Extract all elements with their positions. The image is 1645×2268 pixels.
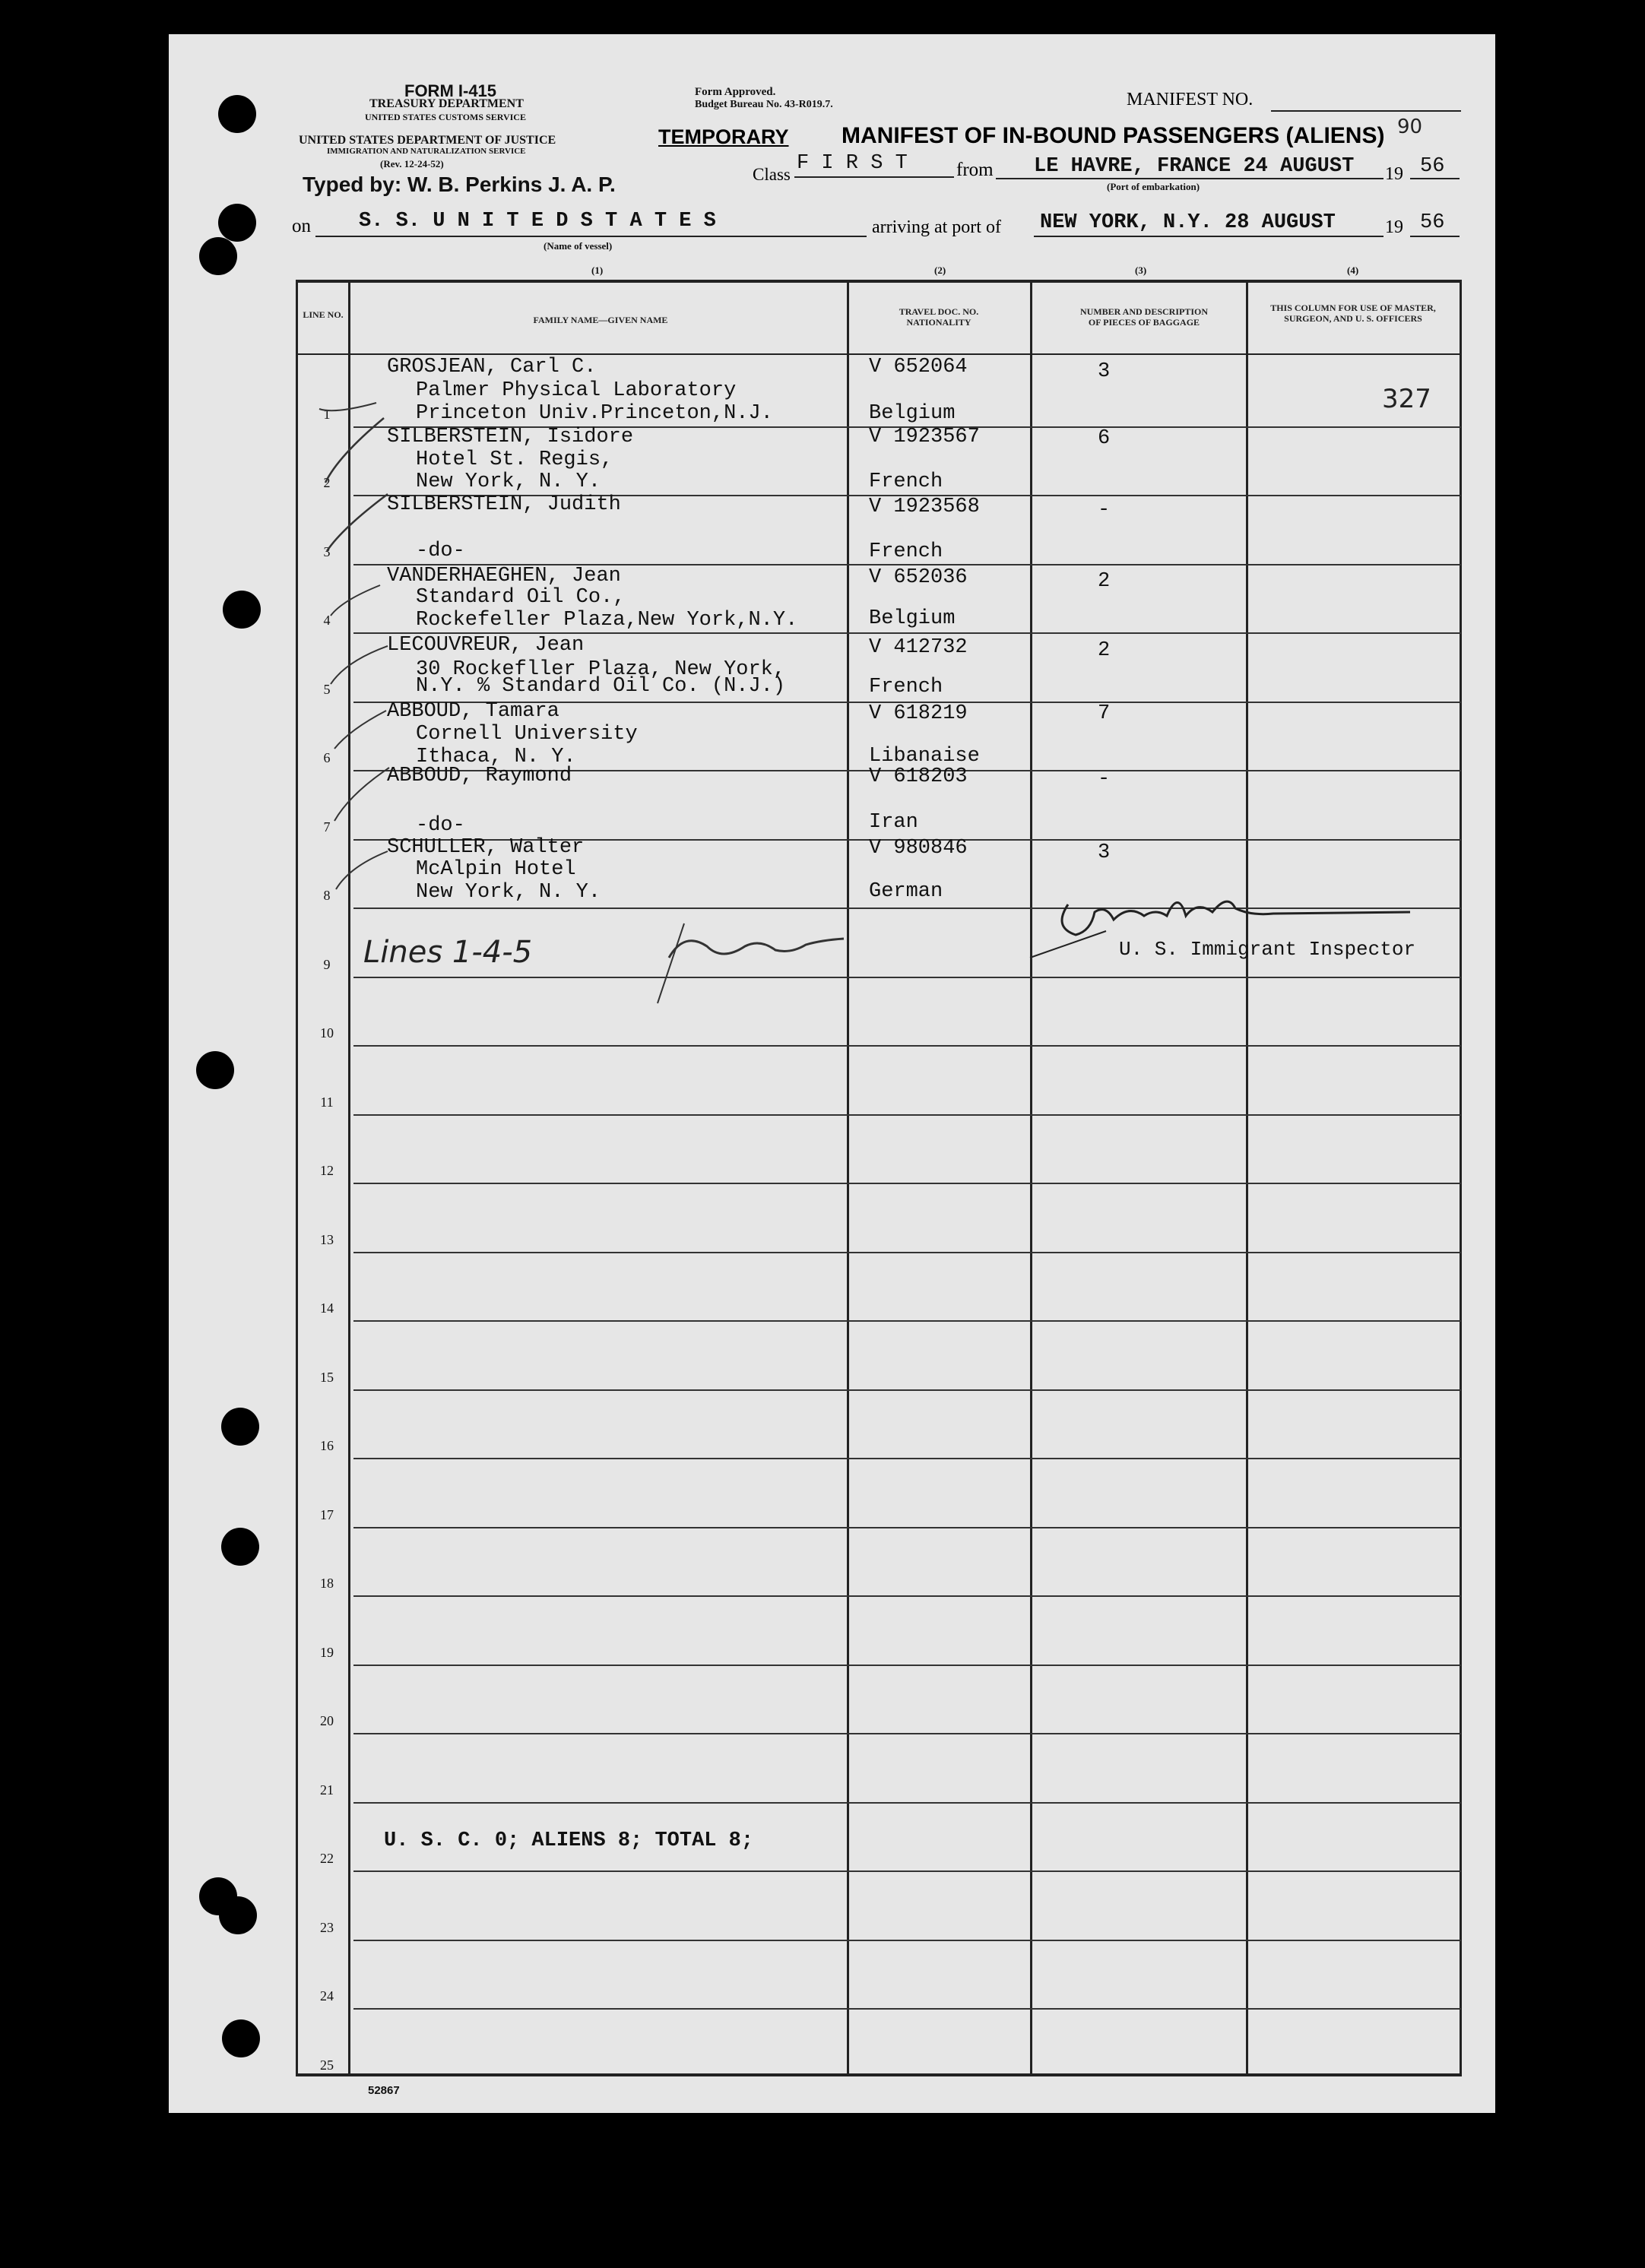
row-number: 5 <box>323 682 331 697</box>
passenger-address: Standard Oil Co., <box>416 586 626 609</box>
table-right-border <box>1460 280 1462 2076</box>
manifest-page <box>169 34 1495 2113</box>
vessel-underline <box>315 236 867 237</box>
row-number: 23 <box>320 1920 334 1935</box>
treasury-dept: TREASURY DEPARTMENT <box>369 97 524 110</box>
passenger-name: SCHULLER, Walter <box>387 836 585 859</box>
manifest-number: 90 <box>1397 116 1423 138</box>
row-number: 6 <box>323 750 331 765</box>
travel-doc: V 412732 <box>869 636 968 659</box>
row-number: 15 <box>320 1370 334 1385</box>
row-line <box>353 2008 1461 2010</box>
row-line <box>353 1870 1461 1872</box>
row-number: 24 <box>320 1988 334 2004</box>
passenger-address: Princeton Univ.Princeton,N.J. <box>416 402 773 425</box>
manifest-no-underline <box>1271 110 1461 112</box>
row-number: 4 <box>323 613 331 628</box>
row-number: 25 <box>320 2057 334 2073</box>
passenger-address: Cornell University <box>416 723 638 746</box>
form-number: FORM I-415 <box>404 81 497 100</box>
passenger-address: Rockefeller Plaza,New York,N.Y. <box>416 609 798 632</box>
vessel-name: S. S. U N I T E D S T A T E S <box>359 210 716 233</box>
row-line <box>353 1595 1461 1597</box>
row-line <box>353 1527 1461 1528</box>
officer-note: 327 <box>1382 384 1431 414</box>
punch-hole <box>219 1896 257 1934</box>
passenger-name: SILBERSTEIN, Judith <box>387 493 621 516</box>
row-line <box>353 977 1461 978</box>
class-value: F I R S T <box>797 152 908 175</box>
vessel-label: (Name of vessel) <box>544 240 613 252</box>
passenger-address: McAlpin Hotel <box>416 858 576 881</box>
table-top-border <box>296 280 1461 283</box>
punch-hole <box>199 237 237 275</box>
row-line <box>353 1252 1461 1253</box>
row-line <box>353 1802 1461 1804</box>
row-line <box>353 1389 1461 1391</box>
table-bottom-border <box>296 2073 1461 2076</box>
line-no-header: LINE NO. <box>303 309 344 320</box>
from-year-underline <box>1410 178 1460 179</box>
manifest-title: MANIFEST OF IN-BOUND PASSENGERS (ALIENS) <box>842 123 1385 148</box>
passenger-name: VANDERHAEGHEN, Jean <box>387 565 621 588</box>
passenger-address: -do- <box>416 814 465 837</box>
row-line <box>353 1940 1461 1941</box>
check-marks <box>304 395 395 912</box>
row-line <box>353 1458 1461 1459</box>
row-number: 16 <box>320 1438 334 1453</box>
row-number: 18 <box>320 1576 334 1591</box>
row-number: 9 <box>323 957 331 972</box>
baggage-header: NUMBER AND DESCRIPTION OF PIECES OF BAGGAGE <box>1079 306 1209 328</box>
col1-number: (1) <box>591 264 604 276</box>
punch-hole <box>223 591 261 629</box>
nationality: Belgium <box>869 607 956 630</box>
punch-hole <box>222 2019 260 2057</box>
row-number: 21 <box>320 1782 334 1798</box>
punch-hole <box>218 95 256 133</box>
punch-hole <box>221 1408 259 1446</box>
baggage-count: 7 <box>1098 702 1111 725</box>
from-value: LE HAVRE, FRANCE 24 AUGUST <box>1034 155 1355 178</box>
arrival-year-prefix: 19 <box>1385 217 1403 237</box>
row-number: 13 <box>320 1232 334 1247</box>
travel-doc: V 1923568 <box>869 496 980 518</box>
officers-header: THIS COLUMN FOR USE OF MASTER, SURGEON, AND U. S. OFFICERS <box>1270 303 1436 324</box>
baggage-count: - <box>1098 768 1111 790</box>
travel-doc: V 1923567 <box>869 426 980 448</box>
punch-hole <box>221 1528 259 1566</box>
passenger-address: Palmer Physical Laboratory <box>416 379 737 402</box>
row-number: 2 <box>323 475 331 490</box>
port-embark-label: (Port of embarkation) <box>1107 181 1200 192</box>
nationality: Libanaise <box>869 745 980 768</box>
from-label: from <box>956 160 994 180</box>
nationality: French <box>869 540 943 563</box>
row-line <box>353 1320 1461 1322</box>
passenger-address: Hotel St. Regis, <box>416 448 613 471</box>
header-bottom-border <box>296 353 1461 355</box>
arrival-year-underline <box>1410 236 1460 237</box>
travel-doc: V 652036 <box>869 566 968 589</box>
initials-signature <box>654 908 851 1007</box>
col1-divider <box>847 280 849 2076</box>
footer-code: 52867 <box>368 2084 400 2097</box>
handwritten-lines-note: Lines 1-4-5 <box>363 935 533 970</box>
passenger-address: New York, N. Y. <box>416 470 601 493</box>
col2-divider <box>1030 280 1032 2076</box>
totals-line: U. S. C. 0; ALIENS 8; TOTAL 8; <box>384 1829 754 1852</box>
arrival-underline <box>1034 236 1384 237</box>
arrival-port: NEW YORK, N.Y. 28 AUGUST <box>1040 211 1336 234</box>
travel-doc: V 980846 <box>869 837 968 860</box>
row-number: 10 <box>320 1025 334 1041</box>
table-left-border <box>296 280 298 2076</box>
passenger-address: 30 Rockefller Plaza, New York, <box>416 658 786 681</box>
ins-service: IMMIGRATION AND NATURALIZATION SERVICE <box>327 147 526 156</box>
nationality: French <box>869 470 943 493</box>
nationality: Belgium <box>869 402 956 425</box>
nationality: Iran <box>869 811 918 834</box>
travel-header: TRAVEL DOC. NO. NATIONALITY <box>899 306 979 328</box>
col4-number: (4) <box>1347 264 1359 276</box>
passenger-address: Ithaca, N. Y. <box>416 746 576 768</box>
name-header: FAMILY NAME—GIVEN NAME <box>533 315 668 325</box>
row-number: 17 <box>320 1507 334 1522</box>
dept-justice: UNITED STATES DEPARTMENT OF JUSTICE <box>299 134 556 147</box>
row-line <box>353 1733 1461 1734</box>
rev-date: (Rev. 12-24-52) <box>380 158 444 169</box>
row-number: 8 <box>323 888 331 903</box>
row-number: 11 <box>320 1094 334 1110</box>
inspector-label: U. S. Immigrant Inspector <box>1119 938 1416 961</box>
col3-divider <box>1246 280 1248 2076</box>
row-number: 14 <box>320 1300 334 1316</box>
on-label: on <box>292 216 311 236</box>
baggage-count: 3 <box>1098 841 1111 864</box>
row-number: 12 <box>320 1163 334 1178</box>
passenger-name: ABBOUD, Raymond <box>387 765 572 787</box>
passenger-address: N.Y. % Standard Oil Co. (N.J.) <box>416 675 786 698</box>
from-year: 56 <box>1420 155 1445 178</box>
row-number: 19 <box>320 1645 334 1660</box>
punch-hole <box>196 1051 234 1089</box>
form-approved: Form Approved. <box>695 86 776 98</box>
baggage-count: 2 <box>1098 570 1111 593</box>
arrival-year: 56 <box>1420 211 1445 234</box>
manifest-no-label: MANIFEST NO. <box>1127 90 1254 109</box>
row-number: 7 <box>323 819 331 835</box>
travel-doc: V 652064 <box>869 356 968 379</box>
passenger-address: -do- <box>416 540 465 562</box>
travel-doc: V 618203 <box>869 765 968 788</box>
customs-service: UNITED STATES CUSTOMS SERVICE <box>365 112 526 122</box>
travel-doc: V 618219 <box>869 702 968 725</box>
baggage-count: - <box>1098 499 1111 521</box>
nationality: French <box>869 676 943 698</box>
typed-by: Typed by: W. B. Perkins J. A. P. <box>303 173 616 196</box>
row-number: 20 <box>320 1713 334 1728</box>
temporary-label: TEMPORARY <box>658 125 789 148</box>
class-label: Class <box>753 165 791 184</box>
from-underline <box>996 178 1384 179</box>
nationality: German <box>869 880 943 903</box>
arriving-label: arriving at port of <box>872 217 1001 237</box>
from-year-prefix: 19 <box>1385 164 1403 184</box>
row-number: 3 <box>323 544 331 559</box>
passenger-name: ABBOUD, Tamara <box>387 700 559 723</box>
baggage-count: 3 <box>1098 360 1111 383</box>
passenger-name: LECOUVREUR, Jean <box>387 634 585 657</box>
baggage-count: 6 <box>1098 427 1111 450</box>
passenger-name: GROSJEAN, Carl C. <box>387 356 597 379</box>
col3-number: (3) <box>1135 264 1147 276</box>
row-line <box>353 1183 1461 1184</box>
class-underline <box>794 176 954 178</box>
row-line <box>353 1114 1461 1116</box>
row-number: 1 <box>323 407 331 422</box>
passenger-name: SILBERSTEIN, Isidore <box>387 426 634 448</box>
punch-hole <box>218 204 256 242</box>
passenger-address: New York, N. Y. <box>416 881 601 904</box>
budget-bureau: Budget Bureau No. 43-R019.7. <box>695 99 833 110</box>
row-number: 22 <box>320 1851 334 1866</box>
row-line <box>353 1045 1461 1047</box>
baggage-count: 2 <box>1098 639 1111 662</box>
row-line <box>353 1665 1461 1666</box>
col2-number: (2) <box>934 264 946 276</box>
